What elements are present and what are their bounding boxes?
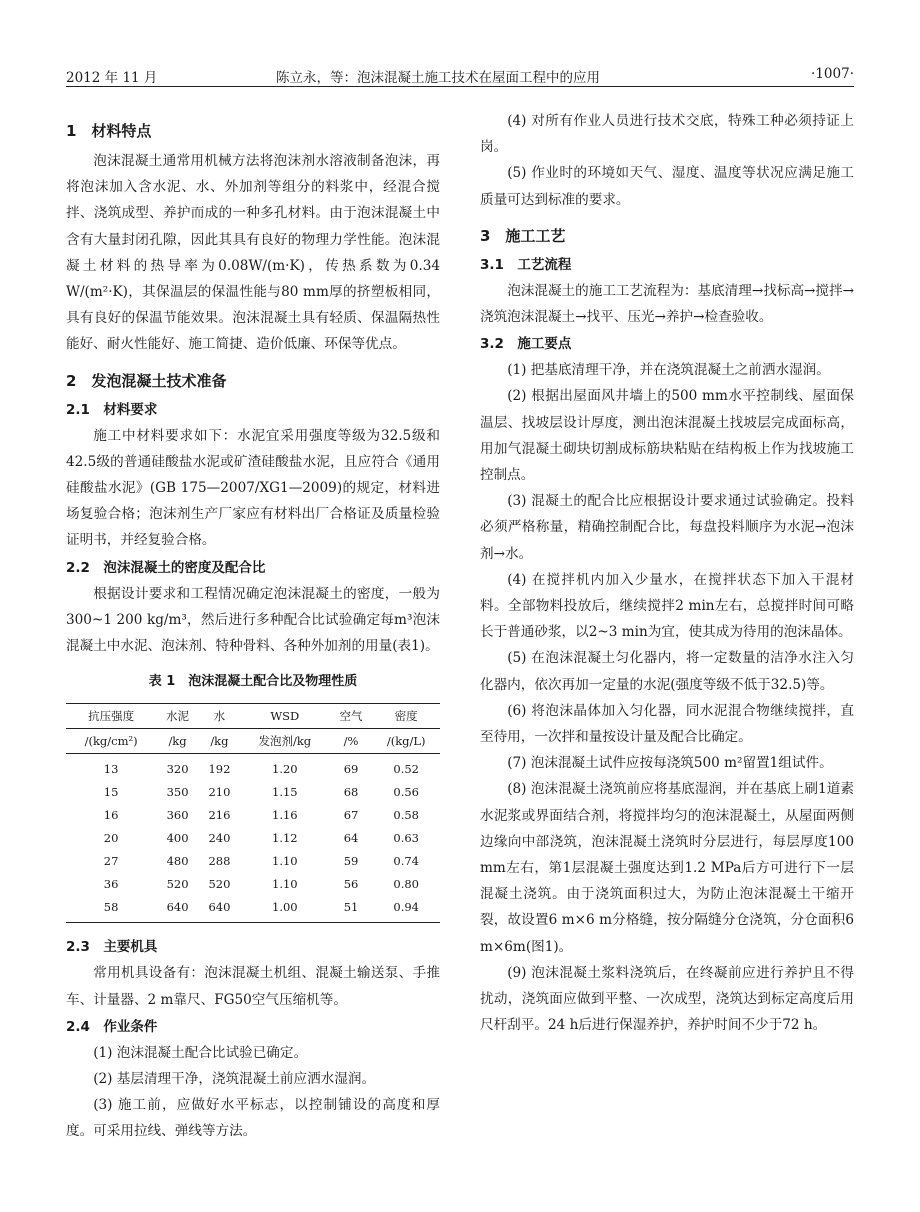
key-point-5: (5) 在泡沫混凝土匀化器内，将一定数量的洁净水注入匀化器内，依次再加一定量的水泥(强度等级不低于32.5)等。 [480, 650, 854, 693]
table-cell: 36 [103, 877, 119, 892]
th-density: 密度 [372, 704, 440, 729]
table-cell: 350 [166, 785, 189, 800]
table-cell: 360 [166, 808, 189, 823]
section-2-title: 2 发泡混凝土技术准备 [66, 371, 227, 390]
condition-5: (5) 作业时的环境如天气、湿度、温度等状况应满足施工质量可达到标准的要求。 [480, 165, 854, 208]
table-cell: 520 [166, 877, 189, 892]
th-cement: 水泥 [156, 704, 199, 729]
table-cell: 640 [208, 900, 231, 915]
table-cell: 67 [343, 808, 359, 823]
running-header [66, 62, 854, 87]
left-column [66, 108, 440, 1145]
table-cell: 16 [103, 808, 119, 823]
table-header-row-1 [66, 704, 440, 729]
table-cell: 0.80 [393, 877, 419, 892]
table-cell: 240 [208, 831, 231, 846]
section-3-1-title: 3.1 工艺流程 [480, 256, 572, 273]
table-cell: 0.56 [393, 785, 419, 800]
table-cell: 58 [103, 900, 119, 915]
table-row [66, 873, 440, 896]
section-2-2-paragraph: 根据设计要求和工程情况确定泡沫混凝土的密度，一般为300~1 200 kg/m³，然后进行多种配合比试验确定每m³泡沫混凝土中水泥、泡沫剂、特种骨料、各种外加剂的用量(表1)。 [66, 585, 440, 655]
th-strength-unit: /(kg/cm²) [66, 729, 156, 754]
th-foaming-agent-unit: 发泡剂/kg [240, 729, 330, 754]
table-row [66, 781, 440, 804]
table-cell: 1.20 [272, 762, 298, 777]
condition-1: (1) 泡沫混凝土配合比试验已确定。 [93, 1044, 308, 1061]
table-cell: 480 [166, 854, 189, 869]
section-3-1-paragraph: 泡沫混凝土的施工工艺流程为：基底清理→找标高→搅拌→浇筑泡沫混凝土→找平、压光→养护→检查验收。 [480, 282, 855, 326]
table-cell: 0.94 [393, 900, 419, 915]
table-cell: 1.10 [272, 877, 298, 892]
table-cell: 520 [208, 877, 231, 892]
table-row [66, 804, 440, 827]
key-point-8: (8) 泡沫混凝土浇筑前应将基底湿润，并在基底上刷1道素水泥浆或界面结合剂，将搅拌均匀的泡沫混凝土，从屋面两侧边缘向中部浇筑，泡沫混凝土浇筑时分层进行，每层厚度100 mm左右，第1层混凝土强度达到1.2 MPa后方可进行下一层混凝土浇筑。由于浇筑面积过大，为防止泡沫混凝土干缩开裂，故设置6 m×6 m分格缝，按分隔缝分仓浇筑，分仓面积6 m×6m(图1)。 [480, 781, 854, 955]
table-cell: 59 [343, 854, 359, 869]
key-point-7: (7) 泡沫混凝土试件应按每浇筑500 m²留置1组试件。 [507, 755, 833, 772]
right-column [480, 108, 854, 1039]
table-cell: 20 [103, 831, 119, 846]
table-header-row-2 [66, 729, 440, 754]
condition-2: (2) 基层清理干净，浇筑混凝土前应洒水湿润。 [93, 1071, 376, 1088]
section-2-3-paragraph: 常用机具设备有：泡沫混凝土机组、混凝土输送泵、手推车、计量器、2 m靠尺、FG50空气压缩机等。 [66, 965, 440, 1008]
table-cell: 69 [343, 762, 359, 777]
th-water-unit: /kg [199, 729, 240, 754]
table-cell: 0.58 [393, 808, 419, 823]
table-cell: 1.10 [272, 854, 298, 869]
table-cell: 64 [343, 831, 359, 846]
section-2-1-paragraph: 施工中材料要求如下：水泥宜采用强度等级为32.5级和42.5级的普通硅酸盐水泥或矿渣硅酸盐水泥，且应符合《通用硅酸盐水泥》(GB 175—2007/XG1—2009)的规定，材料进场复验合格；泡沫剂生产厂家应有材料出厂合格证及质量检验证明书，并经复验合格。 [66, 427, 440, 549]
table-cell: 13 [103, 762, 119, 777]
table-cell: 68 [343, 785, 359, 800]
th-foaming-agent: WSD [240, 704, 330, 729]
section-3-title: 3 施工工艺 [480, 226, 566, 245]
th-air: 空气 [330, 704, 373, 729]
section-1-paragraph: 泡沫混凝土通常用机械方法将泡沫剂水溶液制备泡沫，再将泡沫加入含水泥、水、外加剂等组分的料浆中，经混合搅拌、浇筑成型、养护而成的一种多孔材料。由于泡沫混凝土中含有大量封闭孔隙，因此其具有良好的物理力学性能。泡沫混凝土材料的热导率为0.08W/(m·K)，传热系数为0.34 W/(m²·K)，其保温层的保温性能与80 mm厚的挤塑板相同，具有良好的保温节能效果。泡沫混凝土具有轻质、保温隔热性能好、耐火性能好、施工简捷、造价低廉、环保等优点。 [66, 153, 440, 353]
table-cell: 1.12 [272, 831, 298, 846]
th-water: 水 [199, 704, 240, 729]
table-cell: 640 [166, 900, 189, 915]
section-3-2-title: 3.2 施工要点 [480, 336, 572, 353]
table-cell: 192 [208, 762, 231, 777]
table-1 [66, 703, 440, 923]
table-cell: 400 [166, 831, 189, 846]
table-cell: 0.63 [393, 831, 419, 846]
table-cell: 1.15 [272, 785, 298, 800]
table-cell: 56 [343, 877, 359, 892]
table-cell: 27 [103, 854, 119, 869]
table-cell: 15 [103, 785, 119, 800]
th-cement-unit: /kg [156, 729, 199, 754]
th-strength: 抗压强度 [66, 704, 156, 729]
key-point-4: (4) 在搅拌机内加入少量水，在搅拌状态下加入干混材料。全部物料投放后，继续搅拌2 min左右，总搅拌时间可略长于普通砂浆，以2~3 min为宜，使其成为待用的泡沫晶体。 [480, 571, 854, 641]
table-cell: 288 [208, 854, 231, 869]
table-row [66, 896, 440, 923]
key-point-6: (6) 将泡沫晶体加入匀化器，同水泥混合物继续搅拌，直至待用，一次拌和量按设计量及配合比确定。 [480, 702, 854, 746]
table-cell: 320 [166, 762, 189, 777]
header-page-number: ·1007· [811, 66, 854, 82]
section-2-2-title: 2.2 泡沫混凝土的密度及配合比 [66, 559, 266, 576]
table-cell: 51 [343, 900, 359, 915]
key-point-2: (2) 根据出屋面风井墙上的500 mm水平控制线、屋面保温层、找坡层设计厚度，测出泡沫混凝土找坡层完成面标高，用加气混凝土砌块切割成标筋块粘贴在结构板上作为找坡施工控制点。 [480, 388, 854, 484]
key-point-3: (3) 混凝土的配合比应根据设计要求通过试验确定。投料必须严格称量，精确控制配合比，每盘投料顺序为水泥→泡沫剂→水。 [480, 493, 854, 562]
table-cell: 216 [208, 808, 231, 823]
th-density-unit: /(kg/L) [372, 729, 440, 754]
table-row [66, 827, 440, 850]
section-2-4-title: 2.4 作业条件 [66, 1018, 158, 1035]
key-point-9: (9) 泡沫混凝土浆料浇筑后，在终凝前应进行养护且不得扰动，浇筑面应做到平整、一次成型，浇筑达到标定高度后用尺杆刮平。24 h后进行保湿养护，养护时间不少于72 h。 [480, 964, 854, 1034]
condition-3: (3) 施工前，应做好水平标志，以控制铺设的高度和厚度。可采用拉线、弹线等方法。 [66, 1097, 440, 1140]
condition-4: (4) 对所有作业人员进行技术交底，特殊工种必须持证上岗。 [480, 113, 854, 156]
table-1-caption: 表 1 泡沫混凝土配合比及物理性质 [148, 674, 358, 690]
section-2-3-title: 2.3 主要机具 [66, 939, 158, 956]
header-title: 陈立永，等：泡沫混凝土施工技术在屋面工程中的应用 [276, 70, 600, 86]
table-cell: 0.74 [393, 854, 419, 869]
table-row [66, 754, 440, 781]
table-row [66, 850, 440, 873]
table-cell: 0.52 [393, 762, 419, 777]
header-date: 2012 年 11 月 [66, 70, 158, 86]
table-cell: 1.16 [272, 808, 298, 823]
table-cell: 210 [208, 785, 231, 800]
table-cell: 1.00 [272, 900, 298, 915]
th-air-unit: /% [330, 729, 373, 754]
section-2-1-title: 2.1 材料要求 [66, 401, 158, 418]
key-point-1: (1) 把基底清理干净，并在浇筑混凝土之前洒水湿润。 [507, 362, 830, 379]
section-1-title: 1 材料特点 [66, 122, 152, 140]
